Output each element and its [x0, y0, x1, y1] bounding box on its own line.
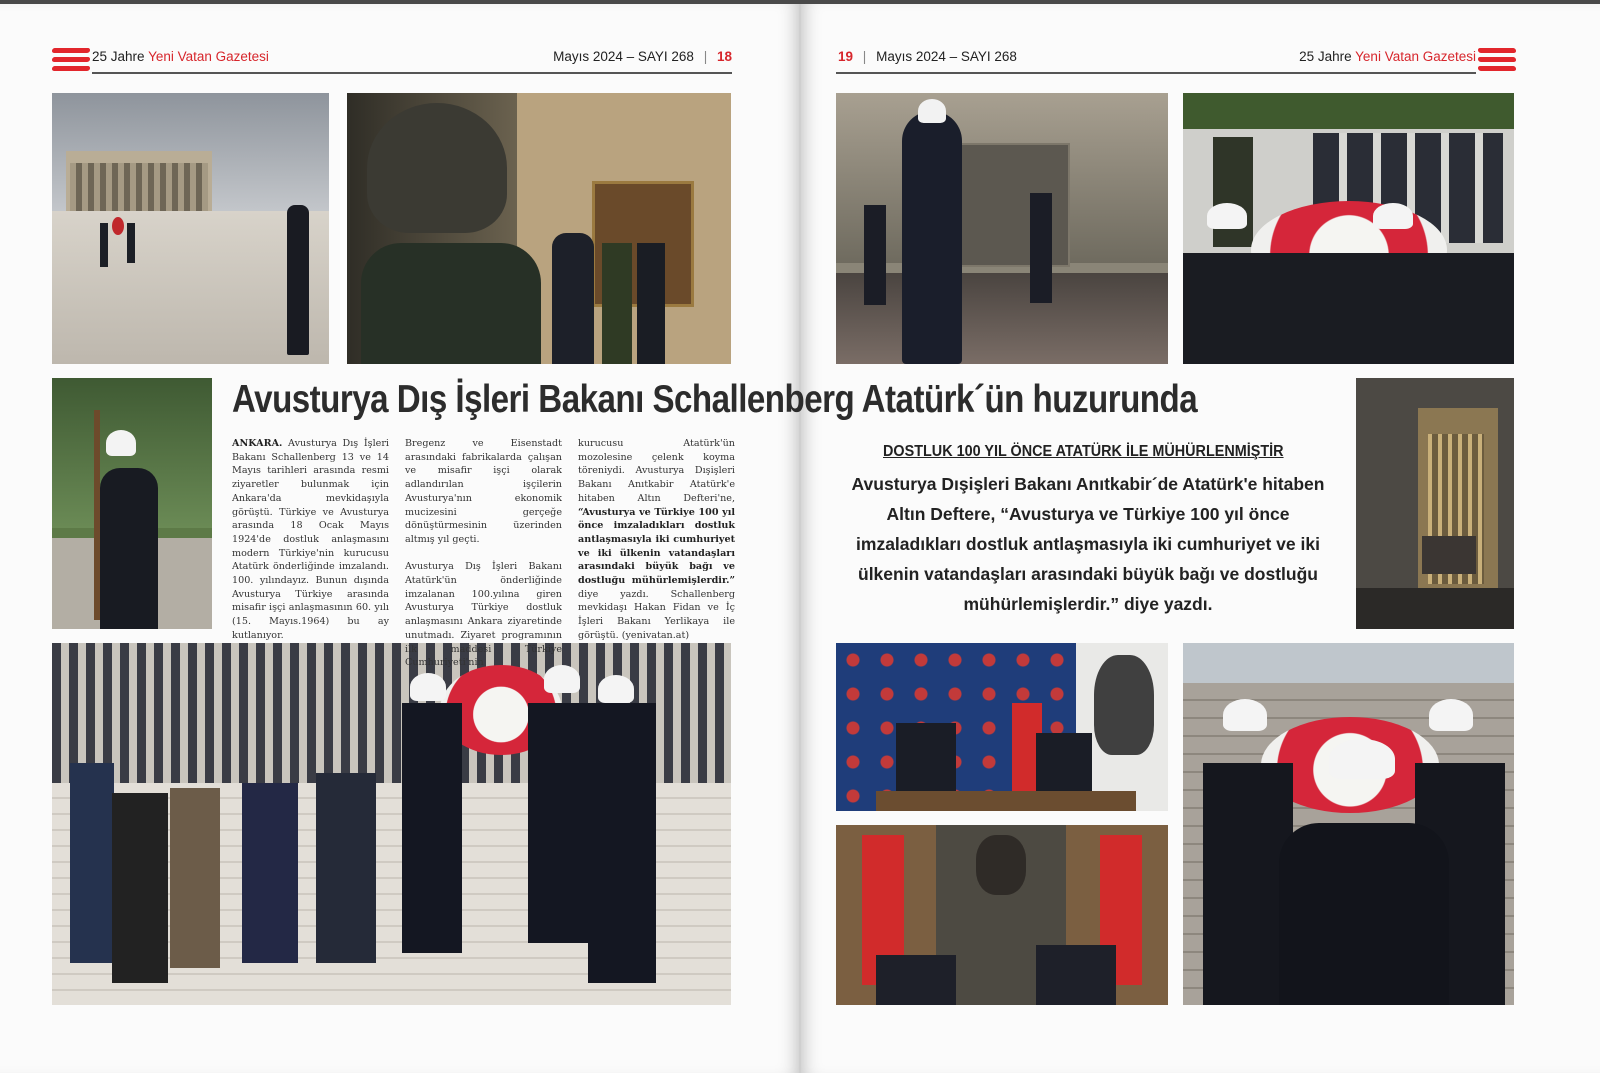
article-column-3	[578, 437, 735, 643]
photo-officer-portrait	[1183, 643, 1514, 1005]
brand-name: Yeni Vatan Gazetesi	[1355, 49, 1476, 64]
brand-prefix: 25 Jahre	[92, 49, 145, 64]
photo-hall-salute	[836, 93, 1168, 364]
column-2-paragraph-2: Avusturya Dış İşleri Bakanı Atatürk'ün önderliğinde imzalanan 100.yılına giren Avusturya Türkiye dostluk anlaşmasını Ankara ziyaretinde unutmadı. Ziyaret programının ilk maddesi Türkiye Cumhuriyeti'nin	[405, 561, 562, 669]
column-3-text-a: kurucusu Atatürk'ün mozolesine çelenk koyma töreniydi. Avusturya Dışişleri Bakanı Anıtkabir Atatürk'e hitaben Altın Defteri'ne,	[578, 438, 735, 504]
article-column-2	[405, 437, 562, 670]
column-3-quote: “Avusturya ve Türkiye 100 yıl önce imzaladıkları dostluk antlaşmasıyla iki cumhuriyet ve iki ülkenin vatandaşları arasındaki büyük bağı ve dostluğu mühürlemişlerdir.”	[578, 506, 735, 587]
article-column-1	[232, 437, 389, 643]
issue-label: Mayıs 2024 – SAYI 268	[553, 49, 694, 64]
pull-quote: Avusturya Dışişleri Bakanı Anıtkabir´de Atatürk'e hitaben Altın Deftere, “Avusturya ve Türkiye 100 yıl önce imzaladıkları dostluk antlaşmasıyla iki cumhuriyet ve iki ülkenin vatandaşları arasındaki büyük bağı ve dostluğu mühürlemişlerdir.” diye yazdı.	[851, 474, 1325, 614]
newspaper-logo-icon	[52, 48, 90, 78]
page-number: 18	[716, 49, 732, 64]
page-number: 19	[838, 49, 854, 64]
newspaper-logo-icon	[1478, 48, 1516, 78]
column-3-text-b: diye yazdı. Schallenberg mevkidaşı Hakan Fidan ve İç İşleri Bakanı Yerlikaya ile görüştü. (yenivatan.at)	[578, 588, 735, 641]
issue-label: Mayıs 2024 – SAYI 268	[876, 49, 1017, 64]
column-1-text: Avusturya Dış İşleri Bakanı Schallenberg 13 ve 14 Mayıs tarihleri arasında resmi ziyaretler bulunmak için Ankara'da mevkidaşıyla görüştü. Türkiye ve Avusturya arasında 18 Ocak Mayıs 1924'de dostluk anlaşmasını modern Türkiye'nin kurucusu Atatürk önderliğinde imzalandı. 100. yılındayız. Bunun dışında Avusturya Türkiye arasında misafir işçi anlaşmasının 60. yılı (15. Mayıs.1964) bu ay kutlanıyor.	[232, 438, 389, 641]
photo-press-conference	[836, 643, 1168, 811]
photo-wreath-procession	[52, 643, 731, 1005]
brand-prefix: 25 Jahre	[1299, 49, 1352, 64]
article-subhead: DOSTLUK 100 YIL ÖNCE ATATÜRK İLE MÜHÜRLENMİŞTİR	[883, 443, 1284, 460]
photo-anitkabir-exterior	[52, 93, 329, 364]
brand-name: Yeni Vatan Gazetesi	[148, 49, 269, 64]
right-page-header: 19 | Mayıs 2024 – SAYI 268 25 Jahre Yeni Vatan Gazetesi	[836, 46, 1476, 74]
photo-tomb-interior	[1356, 378, 1514, 629]
column-2-paragraph-1: Bregenz ve Eisenstadt arasındaki fabrikalarda çalışan ve misafir işçi olarak adlandırılan işçilerin Avusturya'nın ekonomik mucizesini gerçeğe dönüştürmesinin üzerinden altmış yıl geçti.	[405, 438, 562, 545]
left-page-header: 25 Jahre Yeni Vatan Gazetesi Mayıs 2024 – SAYI 268 | 18	[92, 46, 732, 74]
dateline: ANKARA.	[232, 438, 283, 449]
photo-wreath-delegation	[1183, 93, 1514, 364]
photo-ministry-meeting	[836, 825, 1168, 1005]
photo-honor-guard	[52, 378, 212, 629]
page-gutter	[799, 4, 801, 1073]
photo-golden-book-signing	[347, 93, 731, 364]
article-headline: Avusturya Dış İşleri Bakanı Schallenberg Atatürk´ün huzurunda	[232, 378, 1198, 421]
